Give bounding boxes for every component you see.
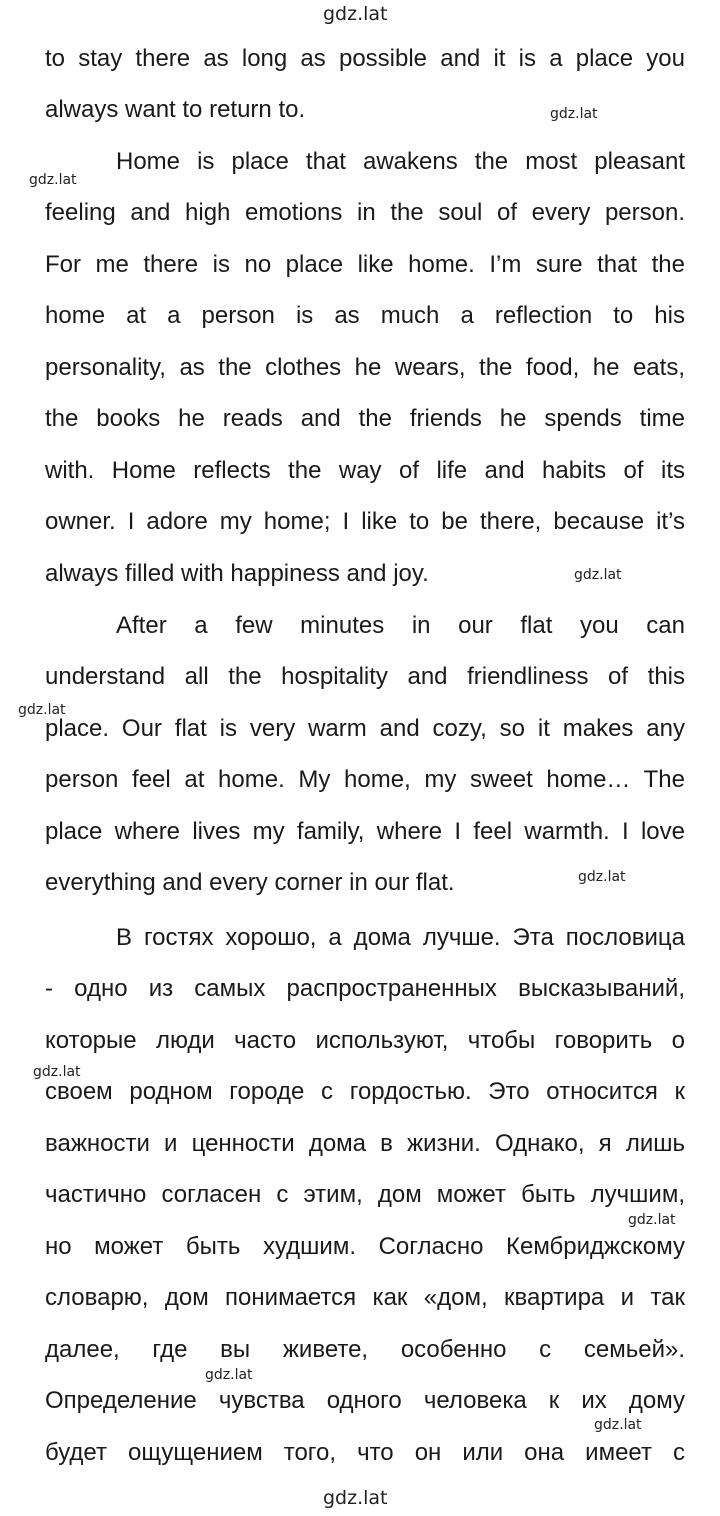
text-line: Home is place that awakens the most pleasant <box>116 148 685 175</box>
text-line: В гостях хорошо, а дома лучше. Эта пословица <box>116 924 685 951</box>
text-line: personality, as the clothes he wears, the food, he eats, <box>45 354 685 381</box>
text-line: home at a person is as much a reflection to his <box>45 302 685 329</box>
watermark: gdz.lat <box>594 1417 642 1433</box>
text-line: - одно из самых распространенных высказываний, <box>45 975 685 1002</box>
text-line: owner. I adore my home; I like to be there, because it’s <box>45 508 685 535</box>
text-line: словарю, дом понимается как «дом, квартира и так <box>45 1284 685 1311</box>
text-line: но может быть худшим. Согласно Кембриджскому <box>45 1233 685 1260</box>
watermark: gdz.lat <box>628 1212 676 1228</box>
text-line: place. Our flat is very warm and cozy, so it makes any <box>45 715 685 742</box>
text-line: understand all the hospitality and friendliness of this <box>45 663 685 690</box>
watermark: gdz.lat <box>578 869 626 885</box>
watermark: gdz.lat <box>550 106 598 122</box>
watermark: gdz.lat <box>29 172 77 188</box>
text-line: After a few minutes in our flat you can <box>116 612 685 639</box>
text-line: always want to return to. <box>45 96 306 123</box>
text-line: the books he reads and the friends he spends time <box>45 405 685 432</box>
watermark: gdz.lat <box>205 1367 253 1383</box>
text-line: place where lives my family, where I feel warmth. I love <box>45 818 685 845</box>
watermark: gdz.lat <box>33 1064 81 1080</box>
text-line: частично согласен с этим, дом может быть лучшим, <box>45 1181 685 1208</box>
text-line: with. Home reflects the way of life and habits of its <box>45 457 685 484</box>
text-line: далее, где вы живете, особенно с семьей». <box>45 1336 685 1363</box>
text-line: важности и ценности дома в жизни. Однако, я лишь <box>45 1130 685 1157</box>
text-line: person feel at home. My home, my sweet home… The <box>45 766 685 793</box>
text-line: которые люди часто используют, чтобы говорить о <box>45 1027 685 1054</box>
watermark-footer: gdz.lat <box>323 1487 388 1509</box>
text-line: everything and every corner in our flat. <box>45 869 455 896</box>
text-line: For me there is no place like home. I’m sure that the <box>45 251 685 278</box>
text-line: будет ощущением того, что он или она имеет с <box>45 1439 685 1466</box>
text-line: Определение чувства одного человека к их дому <box>45 1387 685 1414</box>
watermark-header: gdz.lat <box>323 3 388 25</box>
text-line: to stay there as long as possible and it is a place you <box>45 45 685 72</box>
watermark: gdz.lat <box>18 702 66 718</box>
text-line: feeling and high emotions in the soul of every person. <box>45 199 685 226</box>
watermark: gdz.lat <box>574 567 622 583</box>
text-line: always filled with happiness and joy. <box>45 560 429 587</box>
text-line: своем родном городе с гордостью. Это относится к <box>45 1078 685 1105</box>
